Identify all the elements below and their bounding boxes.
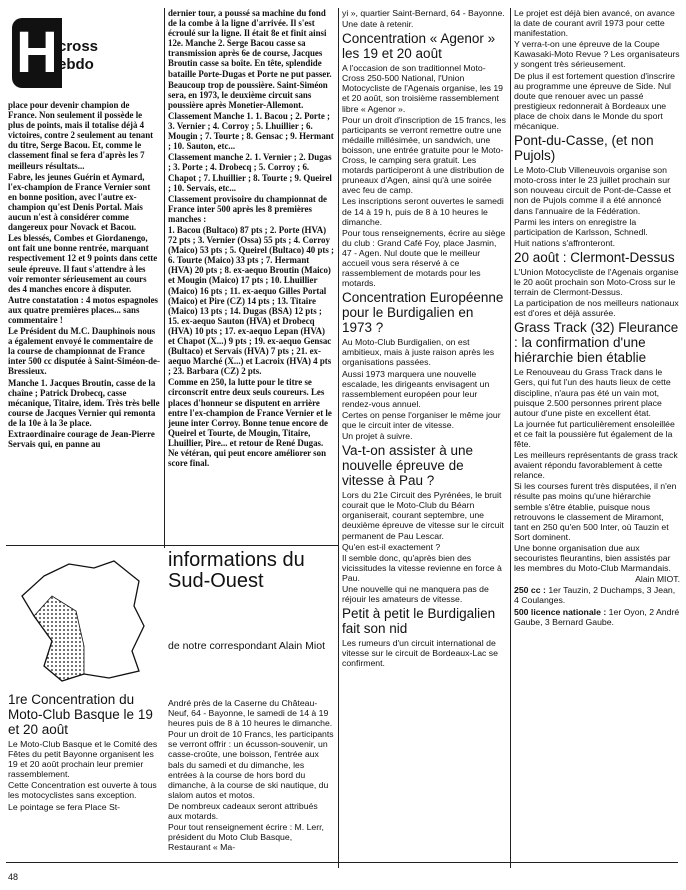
info-text: André près de la Caserne du Château-Neuf, 64 - Bayonne, le samedi de 14 à 19 heures puis de 8 à 10 heures le dimanche. Pour un droit de 10 Francs, les participants se verront offrir : un écusson-souvenir, un casse-croûte, une boisson, l'entrée aux bals du samedi et du dimanche, les entrées à la course de hors bord du dimanche, à la course de ski nautique, du slalom autos et motos. De nombreux cadeaux seront attribués aux motards. Pour tout renseignement écrire : M. Lerr, président du Moto Club Basque, Restaurant « Ma- [168,698,334,853]
footer-rule [6,862,678,863]
section-title: informations du Sud-Ouest [168,549,305,592]
headline-petit: Petit à petit le Burdigalien fait son nid [342,606,496,637]
section-rule [6,545,338,546]
headline-burdigalien: Concentration Européenne pour le Burdigalien en 1973 ? [342,290,504,336]
headline-agenor: Concentration « Agenor » les 19 et 20 août [342,31,496,62]
headline-clermont: 20 août : Clermont-Dessus [514,249,675,265]
headline-pont-du-casse: Pont-du-Casse, (et non Pujols) [514,133,654,164]
section-byline: de notre correspondant Alain Miot [168,640,326,652]
column-4-text: Le projet est déjà bien avancé, on avance la date de courant avril 1973 pour cette manifestation. Y verra-t-on une épreuve de la Coupe Kawasaki-Moto Revue ? Les organisateurs y songent très sérieusement. De plus il est fortement question d'inscrire au programme une épreuve de Side. Nul doute que renouer avec un passé prestigieux redonnerait à Bordeaux une place de choix dans le Monde du sport mécanique. Pont-du-Casse, (et non Pujols) Le Moto-Club Villeneuvois organise son moto-cross inter le 23 juillet prochain sur son nouveau circuit de Pont-de-Casse et non de Pujols comme il a été annoncé dans l'annuaire de la Fédération. Parmi les inters on enregistre la participation de Karlsson, Schnedl. Huit nations s'affronteront. 20 août : Clermont-Dessus L'Union Motocycliste de l'Agenais organise le 20 août prochain son Moto-Cross sur le terrain de Clermont-Dessus. La participation de nos meilleurs nationaux est d'ores et déjà assurée. Grass Track (32) Fleurance : la confirmation d'une hiérarchie bien établie Le Renouveau du Grass Track dans le Gers, qui fut l'un des hauts lieux de cette discipline, n'aura pas été un vain mot, puisque 2.500 personnes prirent place autour d'une piste en excellent état. La journée fut particulièrement ensoleillée et ce fait la poussière fut également de la fête. Les meilleurs représentants de grass track avaient répondu favorablement à cette relance. Si les courses furent très disputées, il n'en résulte pas moins qu'une hiérarchie semble s'être établie, puisque nous retrouvons le classement de Miramont, tant en 250 qu'en 500 Inter, où Tauzin et Sort dominent. Une bonne organisation due aux secouristes fleurantins, bien assistés par les membres du Moto-Club Marmandais. Alain MIOT. 250 cc : 1er Tauzin, 2 Duchamps, 3 Jean, 4 Coulanges. 500 licence nationale : 1er Oyon, 2 André Gaube, 3 Bernard Gaube. [514,8,680,627]
column-rule-1 [164,8,165,548]
page-number: 48 [8,872,19,882]
headline-pau: Va-t-on assister à une nouvelle épreuve de vitesse à Pau ? [342,443,474,489]
headline-grass-track: Grass Track (32) Fleurance : la confirmation d'une hiérarchie bien établie [514,320,679,366]
column-rule-3 [510,8,511,868]
basque-title: 1re Concentration du Moto-Club Basque le 19 et 20 août [8,692,153,737]
logo-line1: cross [58,38,99,55]
column-rule-2 [338,8,339,868]
column-2-text: dernier tour, a poussé sa machine du fond de la combe à la ligne d'arrivée. Il s'est écroulé sur la ligne. Il était 8e et finit ainsi 12e. Manche 2. Serge Bacou casse sa transmission après 6e de course, Jacques Broutin casse sa boîte. En tête, splendide bataille Porte-Dugas et Porte ne put passer. Beaucoup trop de poussière. Saint-Siméon sera, en 1973, le deuxième circuit sans poussière après Monetier-Allemont. Classement Manche 1. 1. Bacou ; 2. Porte ; 3. Vernier ; 4. Corroy ; 5. Lhuillier ; 6. Mougin ; 7. Tourte ; 8. Gensac ; 9. Hermant ; 10. Sauton, etc... Classement manche 2. 1. Vernier ; 2. Dugas ; 3. Porte ; 4. Drobecq ; 5. Corroy ; 6. Chapot ; 7. Lhuillier ; 8. Tourte ; 9. Queirel ; 10. Servais, etc... Classement provisoire du championnat de France inter 500 après les 8 premières manches : 1. Bacou (Bultaco) 87 pts ; 2. Porte (HVA) 72 pts ; 3. Vernier (Ossa) 55 pts ; 4. Corroy (Maico) 53 pts ; 5. Queirel (Bultaco) 40 pts ; 6. Tourte (Maico) 33 pts ; 7. Hermant (HVA) 20 pts ; 8. ex-aequo Broutin (Maico) et Mougin (Maico) 17 pts ; 10. Lhuillier (Maico) 16 pts ; 11. ex-aequo Gilles Portal (Maico) et Pire (CZ) 14 pts ; 13. Titaire (Maico) 13 pts ; 14. Dugas (BSA) 12 pts ; 15. ex-aequo Sauton (HVA) et Drobecq (HVA) 10 pts ; 17. ex-aequo Lepan (HVA) et Chapot (X...) 9 pts ; 19. ex-aequo Gensac (Bultaco) et Servais (HVA) 7 pts ; 21. ex-aequo Marché (X...) et Lacroix (HVA) 4 pts ; 23. Barbara (CZ) 2 pts. Comme en 250, la lutte pour le titre se circonscrit entre deux seuls coureurs. Les places d'honneur se disputent en arrière entre l'ex-champion de France Vernier et le jeune inter Corroy. Bonne tenue encore de Queirel et Tourte, de Mougin, Titaire, Lhuillier, Pire... et retour de René Dugas. Ne vétéran, qui peut encore améliorer son score final. [168,8,334,469]
logo-line2: ebdo [58,56,94,73]
results-500: 500 licence nationale : 1er Oyon, 2 André Gaube, 3 Bernard Gaube. [514,606,680,627]
results-250: 250 cc : 1er Tauzin, 2 Duchamps, 3 Jean, 4 Coulanges. [514,585,676,606]
cross-hebdo-logo [8,14,98,96]
column-3-text: yi », quartier Saint-Bernard, 64 - Bayonne. Une date à retenir. Concentration « Agenor » les 19 et 20 août A l'occasion de son traditionnel Moto-Cross 250-500 National, l'Union Motocycliste de l'Agenais organise, les 19 et 20 août, son troisième rassemblement libre « Agenor ». Pour un droit d'inscription de 15 francs, les participants se verront remettre outre une médaille millésimée, un sandwich, une boisson, une entrée gratuite pour le Moto-Cross, le camping sera gratuit. Les motards participeront à une distribution de pruneaux d'Agen, ainsi qu'à une soirée avec feu de camp. Les inscriptions seront ouvertes le samedi de 14 à 19 h, puis de 8 à 10 heures le dimanche. Pour tous renseignements, écrire au siège du club : Grand Café Foy, place Jasmin, 47 - Agen. Nul doute que le meilleur accueil vous sera réservé à ce rassemblement de motards pour les motards. Concentration Européenne pour le Burdigalien en 1973 ? Au Moto-Club Burdigalien, on est ambitieux, mais à juste raison après les organisations passées. Aussi 1973 marquera une nouvelle escalade, les dirigeants envisagent un rassemblement européen pour leur rendez-vous annuel. Certes on pense l'organiser le même jour que le circuit inter de vitesse. Un projet à suivre. Va-t-on assister à une nouvelle épreuve de vitesse à Pau ? Lors du 21e Circuit des Pyrénées, le bruit courait que le Moto-Club du Béarn organiserait, courant septembre, une deuxième épreuve de vitesse sur le circuit permanent de Pau Lescar. Qu'en est-il exactement ? Il semble donc, qu'après bien des vicissitudes la vitesse revienne en force à Pau. Une nouvelle qui ne manquera pas de réjouir les amateurs de vitesse. Petit à petit le Burdigalien fait son nid Les rumeurs d'un circuit international de vitesse sur le circuit de Bordeaux-Lac se confirment. [342,8,506,669]
basque-article: 1re Concentration du Moto-Club Basque le 19 et 20 août Le Moto-Club Basque et le Comité des Fêtes du petit Bayonne organisent les 19 et 20 août prochain leur premier rassemblement. Cette Concentration est ouverte à tous les motocyclistes sans exception. Le pointage se fera Place St- [8,690,160,813]
france-map [14,556,154,686]
signature: Alain MIOT. [635,574,680,585]
column-1-text: place pour devenir champion de France. Non seulement il possède le plus de points, mais il totalise déjà 4 victoires, contre 2 seulement au tenant du titre, Serge Bacou. Et, comme le classement final se fera d'après les 7 meilleurs résultats... Fabre, les jeunes Guérin et Aymard, l'ex-champion de France Vernier sont en bonne position, avec l'autre ex-champion qu'est Denis Portal. Mais aucun n'est à considérer comme dangereux pour Novack et Bacou. Les blessés, Combes et Giordanengo, ont fait une bonne rentrée, marquant respectivement 12 et 9 points dans cette seule épreuve. Il faut s'attendre à les voir remonter sérieusement au cours des 4 manches encore à disputer. Autre constatation : 4 motos espagnoles aux quatre premières places... sans commentaire ! Le Président du M.C. Dauphinois nous a également envoyé le commentaire de la course de championnat de France inter 500 cc disputée à Saint-Siméon-de-Bressieux. Manche 1. Jacques Broutin, casse de la chaîne ; Patrick Drobecq, casse mécanique, Titaire, idem. Très très belle course de Jacques Vernier qui remonta de la 10e à la 3e place. Extraordinaire courage de Jean-Pierre Servais qui, en panne au [8,100,160,450]
logo-letter: H [12,18,62,88]
